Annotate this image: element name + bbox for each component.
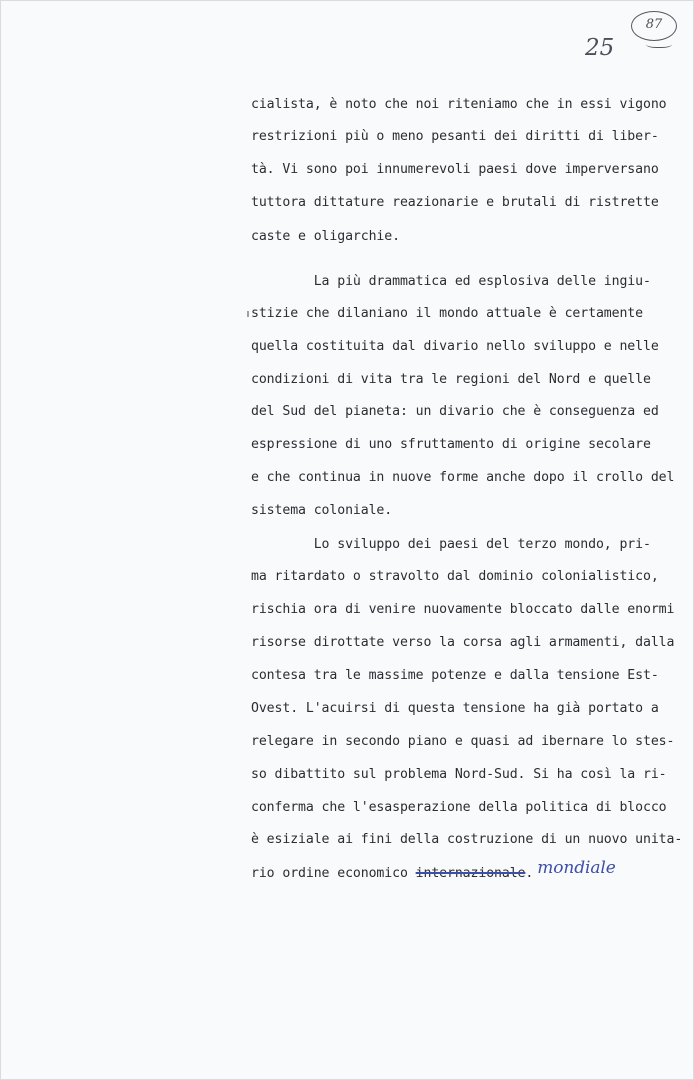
page-number: 25 <box>585 35 615 61</box>
archive-stamp: 87 <box>631 11 677 41</box>
stamp-underline <box>646 39 672 48</box>
text-line: espressione di uno sfruttamento di origine secolare <box>251 437 651 452</box>
text-line: so dibattito sul problema Nord-Sud. Si ha così la ri- <box>251 767 667 782</box>
text-line: del Sud del pianeta: un divario che è conseguenza ed <box>251 404 659 419</box>
last-line-prefix: rio ordine economico <box>251 866 416 881</box>
text-line: condizioni di vita tra le regioni del Nord e quelle <box>251 372 651 387</box>
handwritten-correction: mondiale <box>537 858 616 878</box>
text-line: relegare in secondo piano e quasi ad ibernare lo stes- <box>251 734 675 749</box>
text-line: restrizioni più o meno pesanti dei diritti di liber- <box>251 129 659 144</box>
margin-mark <box>247 311 249 317</box>
text-line: conferma che l'esasperazione della politica di blocco <box>251 800 667 815</box>
text-line: risorse dirottate verso la corsa agli armamenti, dalla <box>251 635 675 650</box>
text-line: cialista, è noto che noi riteniamo che in essi vigono <box>251 97 667 112</box>
text-line: ma ritardato o stravolto dal dominio colonialistico, <box>251 569 659 584</box>
text-line: rischia ora di venire nuovamente bloccato dalle enormi <box>251 602 675 617</box>
text-line: tà. Vi sono poi innumerevoli paesi dove imperversano <box>251 162 659 177</box>
text-line: è esiziale ai fini della costruzione di un nuovo unita- <box>251 832 683 847</box>
text-line: quella costituita dal divario nello sviluppo e nelle <box>251 339 659 354</box>
text-line: contesa tra le massime potenze e dalla tensione Est- <box>251 668 659 683</box>
text-line: caste e oligarchie. <box>251 229 400 244</box>
last-line-suffix: . <box>525 866 534 881</box>
text-line: tuttora dittature reazionarie e brutali di ristrette <box>251 195 659 210</box>
text-line: La più drammatica ed esplosiva delle ingiu- <box>251 274 651 289</box>
text-line: e che continua in nuove forme anche dopo il crollo del <box>251 470 675 485</box>
text-line: stizie che dilaniano il mondo attuale è certamente <box>251 306 643 321</box>
text-line-last <box>251 858 616 882</box>
text-line: Lo sviluppo dei paesi del terzo mondo, pri- <box>251 537 651 552</box>
text-line: Ovest. L'acuirsi di questa tensione ha già portato a <box>251 701 659 716</box>
struck-word: internazionale <box>415 866 526 881</box>
text-line: sistema coloniale. <box>251 503 393 518</box>
